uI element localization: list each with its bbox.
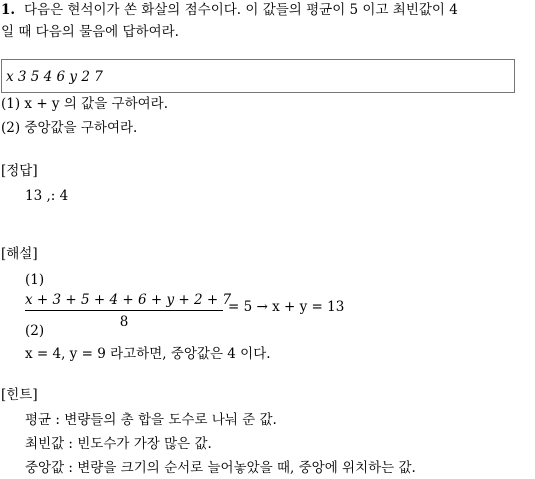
solution-part2-text: x = 4, y = 9 라고하면, 중앙값은 4 이다.: [25, 346, 271, 362]
hint-header: [힌트]: [1, 387, 38, 403]
mean-fraction: [25, 292, 232, 330]
fraction-numerator: x + 3 + 5 + 4 + 6 + y + 2 + 7: [25, 292, 232, 308]
answer-text: 13 ,: 4: [25, 188, 69, 204]
answer-header: [정답]: [1, 163, 38, 179]
question-2: (2) 중앙값을 구하여라.: [1, 120, 138, 136]
solution-header: [해설]: [1, 246, 38, 262]
fraction-denominator: 8: [119, 314, 129, 330]
hint-median: 중앙값 : 변량을 크기의 순서로 늘어놓았을 때, 중앙에 위치하는 값.: [25, 460, 416, 476]
question-1: (1) x + y 의 값을 구하여라.: [1, 96, 169, 112]
hint-mean: 평균 : 변량들의 총 합을 도수로 나눠 준 값.: [25, 412, 277, 428]
problem-text-line2: 일 때 다음의 물음에 답하여라.: [1, 24, 179, 40]
solution-part1-label: (1): [25, 272, 45, 288]
data-values: x 3 5 4 6 y 2 7: [6, 69, 103, 85]
problem-number: 1.: [1, 2, 16, 18]
hint-mode: 최빈값 : 빈도수가 가장 많은 값.: [25, 436, 212, 452]
fraction-result: = 5 → x + y = 13: [228, 299, 345, 315]
solution-part2-label: (2): [25, 323, 45, 339]
data-box: [1, 59, 515, 93]
fraction-bar: [25, 310, 223, 311]
problem-text-line1: 다음은 현석이가 쏜 화살의 점수이다. 이 값들의 평균이 5 이고 최빈값이 4: [24, 2, 458, 18]
